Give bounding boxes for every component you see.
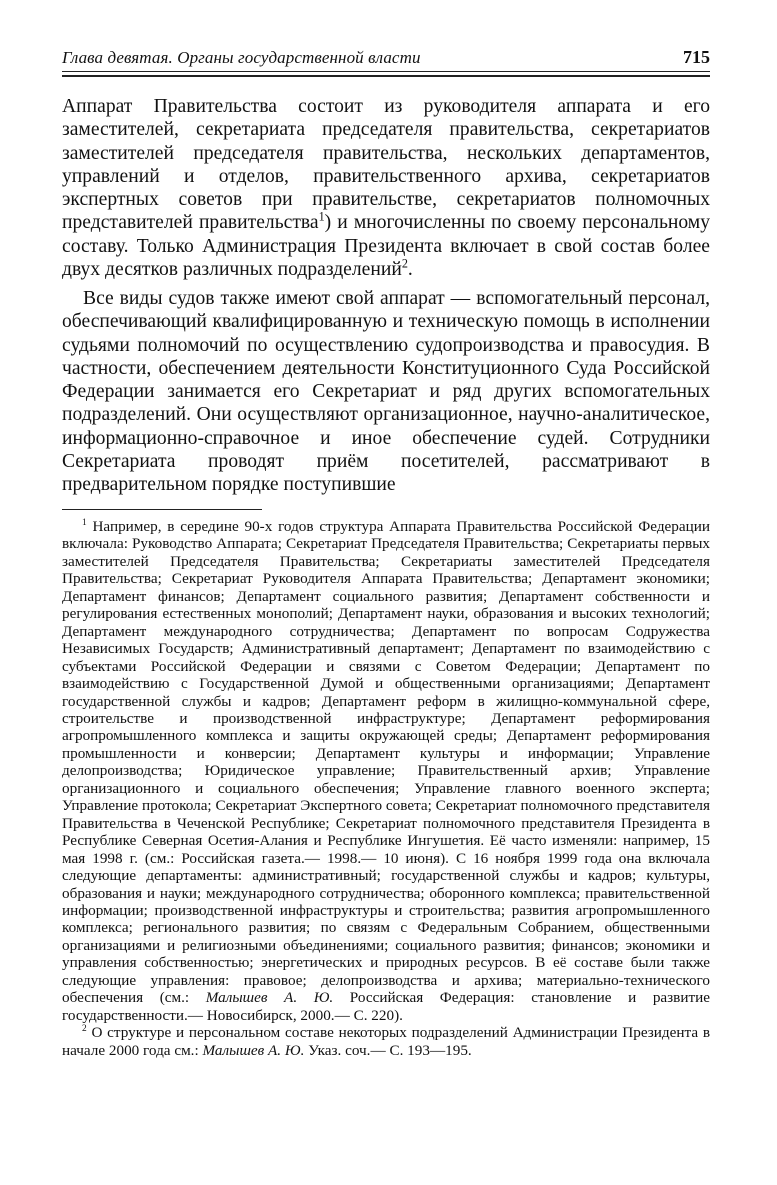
footnote-1-tail: Российская Федерация: становление и развитие государственности.— Новосибирск, 2000.— С. 220). <box>62 989 710 1024</box>
header-rule-thin <box>62 71 710 72</box>
footnote-2-marker: 2 <box>82 1024 87 1035</box>
footnote-2-author: Малышев А. Ю. <box>202 1041 305 1059</box>
footnote-2 <box>62 1024 710 1059</box>
paragraph-2-text: Все виды судов также имеют свой аппарат — вспомогательный персонал, обеспечивающий квалифицированную и техническую помощь в исполнении судьями полномочий по осуществлению судопроизводства и правосудия. В частности, обеспечением деятельности Конституционного Суда Российской Федерации занимается его Секретариат и ряд других вспомогательных подразделений. Они осуществляют организационное, научно-аналитическое, информационно-справочное и иное обеспечение судей. Сотрудники Секретариата проводят приём посетителей, рассматривают в предварительном порядке поступившие <box>62 288 710 495</box>
footnote-ref-1[interactable]: 1 <box>318 209 325 224</box>
page-number: 715 <box>683 47 710 67</box>
footnotes <box>62 518 710 1059</box>
footnote-1-author: Малышев А. Ю. <box>205 989 334 1007</box>
footnote-1 <box>62 518 710 1024</box>
paragraph-1-text-c: . <box>407 258 413 280</box>
footnote-2-tail: Указ. соч.— С. 193—195. <box>304 1041 472 1059</box>
paragraph-2 <box>62 287 710 496</box>
footnote-ref-2[interactable]: 2 <box>401 256 408 271</box>
footnote-1-text: Например, в середине 90-х годов структура Аппарата Правительства Российской Федерации включала: Руководство Аппарата; Секретариат Председателя Правительства; Секретариаты первых заместителей Председателя Правительства; Секретариаты заместителей Председателя Правительства; Секретариат Руководителя Аппарата Правительства; Департамент экономики; Департамент финансов; Департамент социального развития; Департамент собственности и регулирования естественных монополий; Департамент науки, образования и высоких технологий; Департамент международного сотрудничества; Департамент по вопросам Содружества Независимых Государств; Административный департамент; Департамент по взаимодействию с субъектами Российской Федерации и связями с Советом Федерации; Департамент по взаимодействию с Государственной Думой и общественными организациями; Департамент государственной службы и кадров; Департамент реформ в жилищно-коммунальной сфере, строительстве и производственной инфраструктуре; Департамент реформирования агропромышленного комплекса и защиты окружающей среды; Департамент реформирования промышленности и конверсии; Департамент культуры и информации; Управление делопроизводства; Юридическое управление; Правительственный архив; Управление организационного и социального обеспечения; Управление главного военного эксперта; Управление протокола; Секретариат Экспертного совета; Секретариат полномочного представителя Правительства в Чеченской Республике; Секретариат полномочного представителя Президента в Республике Северная Осетия-Алания и Республике Ингушетия. Её часто изменяли: например, 15 мая 1998 г. (см.: Российская газета.— 1998.— 10 июня). С 16 ноября 1999 года она включала следующие департаменты: административный; государственной службы и кадров; культуры, образования и науки; международного сотрудничества; оборонного комплекса; правительственной информации; производственной инфраструктуры и строительства; развития агропромышленного комплекса; регионального развития; по связям с Федеральным Собранием, общественными организациями и религиозными объединениями; социального развития; финансов; экономики и управления собственностью; энергетических и природных ресурсов. В её составе были также следующие управления: правовое; делопроизводства и архива; материально-технического обеспечения (см.: <box>62 518 711 1007</box>
footnote-1-marker: 1 <box>82 517 87 528</box>
footnote-separator <box>62 509 262 510</box>
running-head: Глава девятая. Органы государственной власти <box>62 48 421 67</box>
paragraph-1-text-b: ) и многочисленны по своему персональному составу. Только Администрация Президента включает в свой состав более двух десятков различных подразделений <box>62 212 710 280</box>
footnote-2-text: О структуре и персональном составе некоторых подразделений Администрации Президента в начале 2000 года см.: <box>62 1024 711 1059</box>
main-text <box>62 95 710 496</box>
page-header <box>62 40 710 70</box>
header-rule-thick <box>62 75 710 77</box>
paragraph-1-text-a: Аппарат Правительства состоит из руководителя аппарата и его заместителей, секретариата председателя правительства, секретариатов заместителей председателя правительства, нескольких департаментов, управлений и отделов, правительственного архива, секретариатов экспертных советов при правительстве, секретариатов полномочных представителей правительства <box>62 96 710 234</box>
paragraph-1 <box>62 95 710 281</box>
